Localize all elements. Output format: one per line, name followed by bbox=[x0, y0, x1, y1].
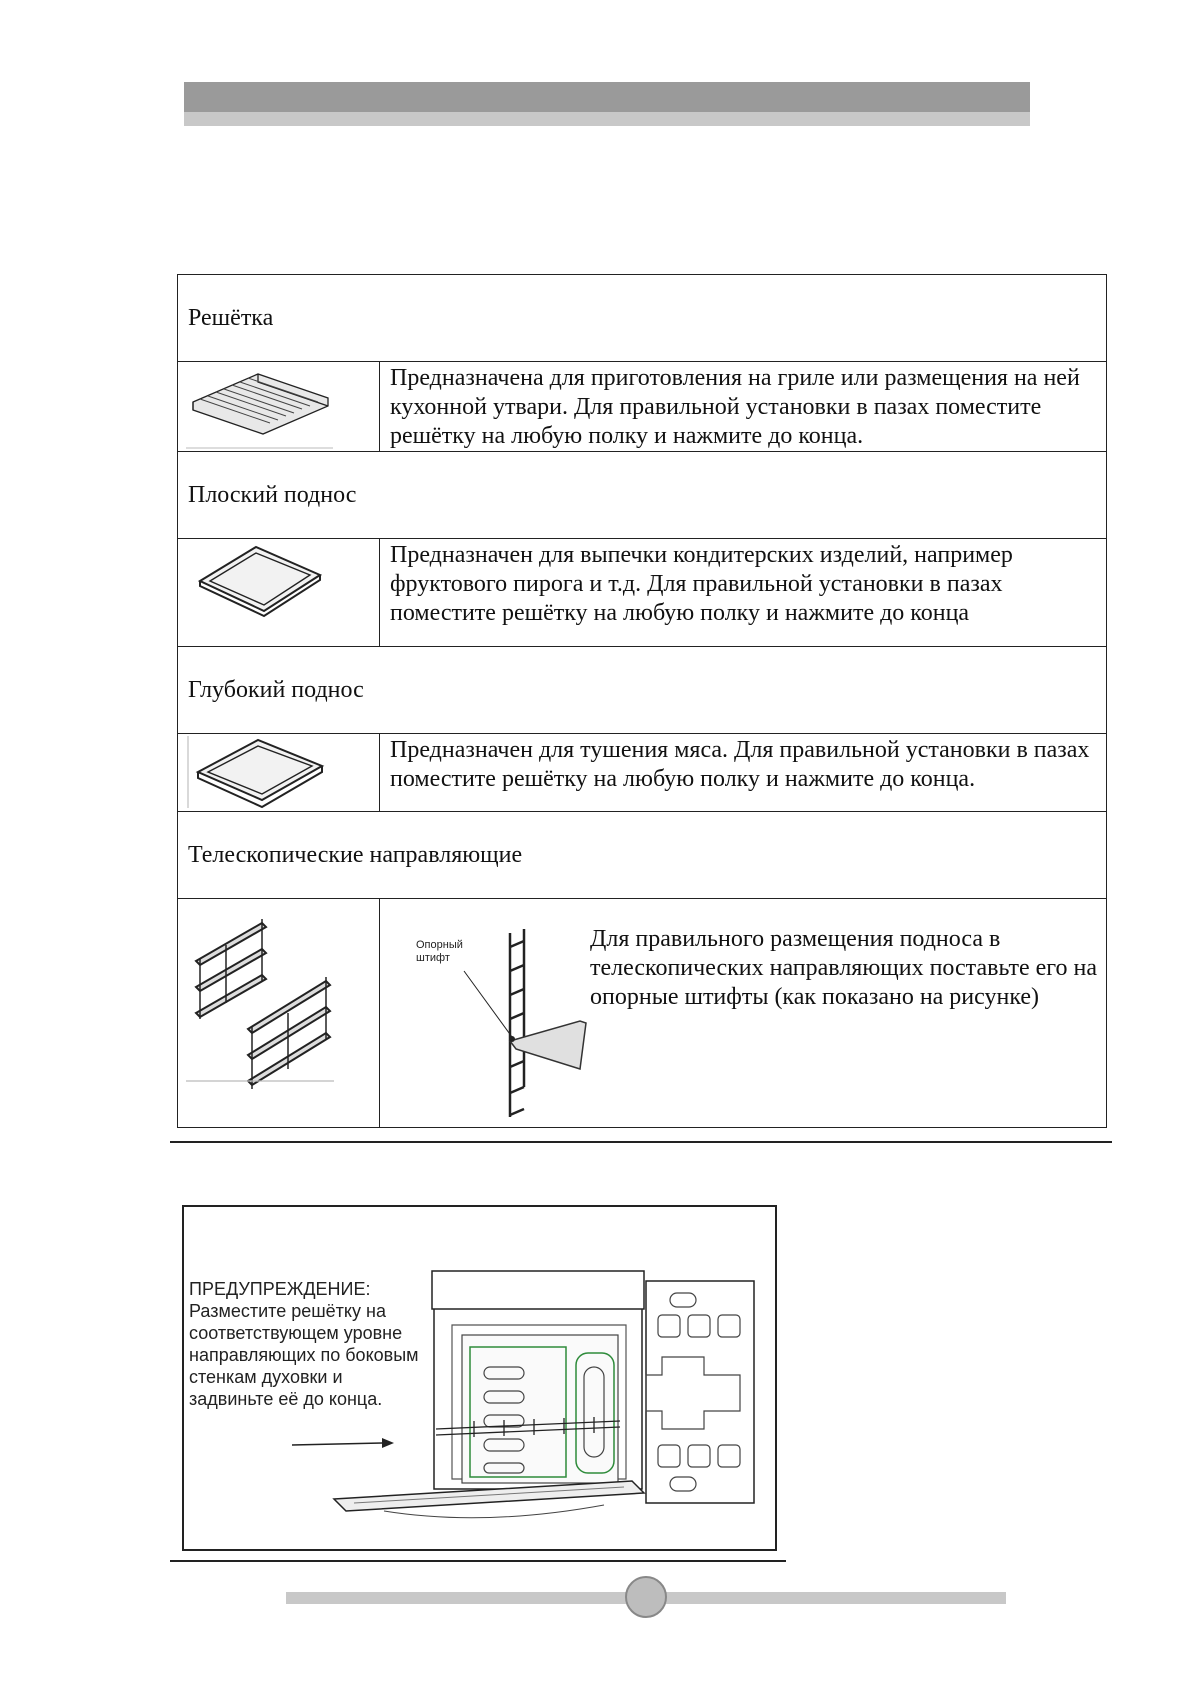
category-row bbox=[178, 275, 1107, 362]
category-flat-tray-title: Плоский поднос bbox=[178, 452, 1107, 539]
warning-figure bbox=[182, 1205, 777, 1551]
accessory-row bbox=[178, 899, 1107, 1128]
oven-diagram-icon bbox=[184, 1207, 774, 1548]
accessories-table bbox=[177, 274, 1107, 1128]
category-row bbox=[178, 647, 1107, 734]
category-row bbox=[178, 812, 1107, 899]
category-telescopic-title: Телескопические направляющие bbox=[178, 812, 1107, 899]
deep-tray-image bbox=[178, 734, 380, 812]
rack-image bbox=[178, 362, 380, 452]
page-marker bbox=[625, 1576, 667, 1618]
telescopic-description-cell bbox=[380, 899, 1107, 1128]
warning-title: ПРЕДУПРЕЖДЕНИЕ: bbox=[189, 1279, 371, 1299]
category-row bbox=[178, 452, 1107, 539]
flat-tray-description: Предназначен для выпечки кондитерских изделий, например фруктового пирога и т.д. Для правильной установки в пазах поместите решётку на любую полку и нажмите до конца bbox=[380, 539, 1107, 647]
flat-tray-icon bbox=[178, 539, 378, 639]
table-bottom-rule bbox=[170, 1141, 1112, 1143]
warning-bottom-rule bbox=[170, 1560, 786, 1562]
rack-description: Предназначена для приготовления на гриле или размещения на ней кухонной утвари. Для правильной установки в пазах поместите решётку на любую полку и нажмите до конца. bbox=[380, 362, 1107, 452]
telescopic-description: Для правильного размещения подноса в телескопических направляющих поставьте его на опорные штифты (как показано на рисунке) bbox=[590, 926, 1098, 1010]
flat-tray-image bbox=[178, 539, 380, 647]
warning-body: Разместите решётку на соответствующем уровне направляющих по боковым стенкам духовки и задвиньте её до конца. bbox=[189, 1301, 419, 1409]
rack-icon bbox=[178, 362, 378, 450]
deep-tray-icon bbox=[178, 734, 378, 810]
support-pin-label: Опорный штифт bbox=[416, 939, 463, 964]
accessory-row bbox=[178, 734, 1107, 812]
telescopic-rails-icon bbox=[178, 899, 378, 1125]
category-deep-tray-title: Глубокий поднос bbox=[178, 647, 1107, 734]
header-bar-accent bbox=[184, 112, 1030, 126]
category-rack-title: Решётка bbox=[178, 275, 1107, 362]
deep-tray-description: Предназначен для тушения мяса. Для правильной установки в пазах поместите решётку на любую полку и нажмите до конца. bbox=[380, 734, 1107, 812]
telescopic-rails-image bbox=[178, 899, 380, 1128]
accessory-row bbox=[178, 539, 1107, 647]
accessory-row bbox=[178, 362, 1107, 452]
header-bar bbox=[184, 82, 1030, 112]
